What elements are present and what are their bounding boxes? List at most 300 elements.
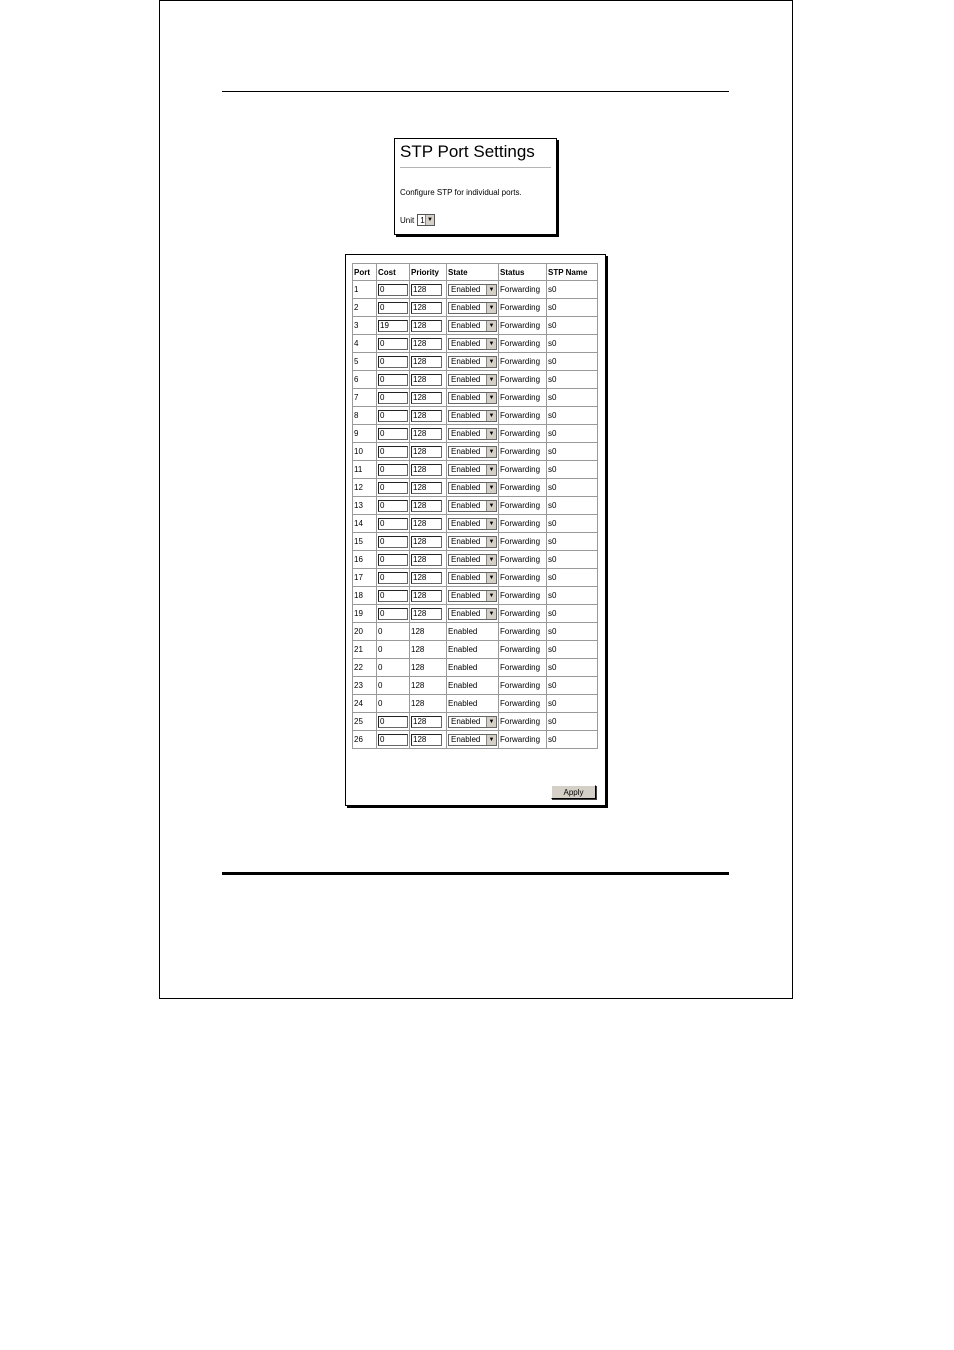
table-row [353, 677, 598, 695]
state-select-value: Enabled [451, 429, 481, 438]
stp-name-cell: s0 [547, 299, 598, 317]
priority-input[interactable]: 128 [411, 392, 442, 404]
port-cell: 16 [353, 551, 377, 569]
cost-cell [377, 299, 410, 317]
chevron-down-icon[interactable]: ▼ [486, 321, 496, 331]
cost-cell: 0 [377, 659, 410, 677]
state-cell: Enabled [447, 659, 499, 677]
stp-table-panel [345, 254, 606, 806]
stp-name-cell: s0 [547, 677, 598, 695]
state-select-value: Enabled [451, 537, 481, 546]
apply-button[interactable]: Apply [551, 785, 596, 799]
state-cell [447, 281, 499, 299]
priority-cell [410, 407, 447, 425]
cost-cell [377, 605, 410, 623]
cost-cell: 0 [377, 677, 410, 695]
stp-name-cell: s0 [547, 371, 598, 389]
cost-input[interactable]: 0 [378, 302, 408, 314]
state-select-value: Enabled [451, 555, 481, 564]
port-cell: 8 [353, 407, 377, 425]
state-select-value: Enabled [451, 393, 481, 402]
port-cell: 19 [353, 605, 377, 623]
state-select-value: Enabled [451, 357, 481, 366]
chevron-down-icon[interactable]: ▼ [486, 339, 496, 349]
priority-cell [410, 281, 447, 299]
state-select[interactable] [448, 464, 497, 476]
priority-input[interactable]: 128 [411, 716, 442, 728]
chevron-down-icon[interactable]: ▼ [486, 717, 496, 727]
chevron-down-icon[interactable]: ▼ [486, 357, 496, 367]
state-cell [447, 497, 499, 515]
state-select[interactable] [448, 554, 497, 566]
cost-cell [377, 353, 410, 371]
state-cell [447, 569, 499, 587]
priority-cell [410, 317, 447, 335]
state-select[interactable] [448, 410, 497, 422]
stp-name-cell: s0 [547, 587, 598, 605]
port-cell: 6 [353, 371, 377, 389]
stp-name-cell: s0 [547, 353, 598, 371]
cost-cell [377, 713, 410, 731]
cost-input[interactable]: 0 [378, 392, 408, 404]
port-cell: 2 [353, 299, 377, 317]
state-select[interactable] [448, 500, 497, 512]
chevron-down-icon[interactable]: ▼ [486, 555, 496, 565]
stp-name-cell: s0 [547, 407, 598, 425]
stp-name-cell: s0 [547, 497, 598, 515]
table-row [353, 587, 598, 605]
state-select-value: Enabled [451, 303, 481, 312]
cost-cell [377, 335, 410, 353]
table-row [353, 569, 598, 587]
chevron-down-icon[interactable]: ▼ [486, 519, 496, 529]
status-cell: Forwarding [499, 389, 547, 407]
port-cell: 12 [353, 479, 377, 497]
port-cell: 18 [353, 587, 377, 605]
status-cell: Forwarding [499, 623, 547, 641]
table-row [353, 695, 598, 713]
cost-cell [377, 533, 410, 551]
state-cell [447, 605, 499, 623]
table-row [353, 659, 598, 677]
state-cell [447, 551, 499, 569]
priority-input[interactable]: 128 [411, 608, 442, 620]
cost-cell [377, 479, 410, 497]
cost-input[interactable]: 0 [378, 374, 408, 386]
table-row [353, 281, 598, 299]
state-cell [447, 731, 499, 749]
top-divider [222, 91, 729, 92]
port-cell: 23 [353, 677, 377, 695]
priority-cell [410, 497, 447, 515]
state-select-value: Enabled [451, 609, 481, 618]
stp-header-panel [394, 138, 557, 235]
status-cell: Forwarding [499, 281, 547, 299]
unit-select-value: 1 [420, 215, 425, 225]
cost-input[interactable]: 0 [378, 338, 408, 350]
cost-input[interactable]: 0 [378, 482, 408, 494]
cost-cell [377, 443, 410, 461]
stp-name-cell: s0 [547, 389, 598, 407]
state-cell [447, 443, 499, 461]
stp-name-cell: s0 [547, 605, 598, 623]
priority-cell [410, 587, 447, 605]
status-cell: Forwarding [499, 497, 547, 515]
table-row [353, 407, 598, 425]
state-select-value: Enabled [451, 285, 481, 294]
priority-input[interactable]: 128 [411, 374, 442, 386]
table-row [353, 335, 598, 353]
priority-cell: 128 [410, 659, 447, 677]
status-cell: Forwarding [499, 317, 547, 335]
status-cell: Forwarding [499, 407, 547, 425]
priority-cell: 128 [410, 623, 447, 641]
table-header-row [353, 264, 598, 281]
cost-cell: 0 [377, 641, 410, 659]
state-select[interactable] [448, 590, 497, 602]
priority-cell [410, 299, 447, 317]
priority-input[interactable]: 128 [411, 338, 442, 350]
stp-name-cell: s0 [547, 461, 598, 479]
priority-input[interactable]: 128 [411, 284, 442, 296]
priority-input[interactable]: 128 [411, 428, 442, 440]
priority-cell [410, 353, 447, 371]
cost-cell [377, 569, 410, 587]
state-select-value: Enabled [451, 735, 481, 744]
state-select-value: Enabled [451, 447, 481, 456]
status-cell: Forwarding [499, 659, 547, 677]
status-cell: Forwarding [499, 425, 547, 443]
priority-input[interactable]: 128 [411, 536, 442, 548]
cost-input[interactable]: 0 [378, 716, 408, 728]
priority-input[interactable]: 128 [411, 464, 442, 476]
port-cell: 10 [353, 443, 377, 461]
table-row [353, 731, 598, 749]
priority-input[interactable]: 128 [411, 482, 442, 494]
table-row [353, 443, 598, 461]
port-cell: 21 [353, 641, 377, 659]
state-select[interactable] [448, 734, 497, 746]
port-cell: 24 [353, 695, 377, 713]
priority-input[interactable]: 128 [411, 446, 442, 458]
cost-input[interactable]: 0 [378, 356, 408, 368]
state-select[interactable] [448, 482, 497, 494]
cost-cell [377, 731, 410, 749]
priority-cell [410, 479, 447, 497]
chevron-down-icon[interactable]: ▼ [486, 375, 496, 385]
cost-input[interactable]: 0 [378, 608, 408, 620]
status-cell: Forwarding [499, 443, 547, 461]
chevron-down-icon[interactable]: ▼ [486, 735, 496, 745]
stp-name-cell: s0 [547, 335, 598, 353]
column-header-stp-name: STP Name [547, 264, 598, 281]
priority-cell [410, 389, 447, 407]
state-cell: Enabled [447, 677, 499, 695]
priority-input[interactable]: 128 [411, 518, 442, 530]
port-cell: 20 [353, 623, 377, 641]
cost-cell [377, 389, 410, 407]
status-cell: Forwarding [499, 479, 547, 497]
cost-input[interactable]: 0 [378, 572, 408, 584]
chevron-down-icon[interactable]: ▼ [486, 285, 496, 295]
cost-input[interactable]: 0 [378, 464, 408, 476]
priority-input[interactable]: 128 [411, 590, 442, 602]
cost-input[interactable]: 0 [378, 428, 408, 440]
state-select[interactable] [448, 302, 497, 314]
state-select[interactable] [448, 320, 497, 332]
port-cell: 17 [353, 569, 377, 587]
port-cell: 15 [353, 533, 377, 551]
state-select-value: Enabled [451, 501, 481, 510]
column-header-status: Status [499, 264, 547, 281]
page-description: Configure STP for individual ports. [400, 188, 522, 197]
table-body [353, 281, 598, 749]
state-select-value: Enabled [451, 717, 481, 726]
cost-input[interactable]: 0 [378, 500, 408, 512]
stp-name-cell: s0 [547, 443, 598, 461]
status-cell: Forwarding [499, 353, 547, 371]
stp-name-cell: s0 [547, 713, 598, 731]
state-select-value: Enabled [451, 483, 481, 492]
cost-input[interactable]: 0 [378, 284, 408, 296]
state-cell [447, 461, 499, 479]
cost-cell [377, 497, 410, 515]
port-cell: 4 [353, 335, 377, 353]
port-cell: 9 [353, 425, 377, 443]
state-select-value: Enabled [451, 321, 481, 330]
priority-cell [410, 605, 447, 623]
cost-cell [377, 587, 410, 605]
table-row [353, 389, 598, 407]
priority-cell [410, 425, 447, 443]
chevron-down-icon[interactable]: ▼ [486, 447, 496, 457]
cost-input[interactable]: 0 [378, 446, 408, 458]
state-cell: Enabled [447, 695, 499, 713]
state-cell [447, 389, 499, 407]
status-cell: Forwarding [499, 299, 547, 317]
state-select[interactable] [448, 428, 497, 440]
state-select[interactable] [448, 284, 497, 296]
state-select-value: Enabled [451, 411, 481, 420]
priority-input[interactable]: 128 [411, 572, 442, 584]
page-title: STP Port Settings [400, 142, 535, 161]
port-cell: 25 [353, 713, 377, 731]
stp-name-cell: s0 [547, 659, 598, 677]
priority-cell [410, 371, 447, 389]
stp-name-cell: s0 [547, 695, 598, 713]
table-row [353, 497, 598, 515]
state-select[interactable] [448, 716, 497, 728]
stp-name-cell: s0 [547, 569, 598, 587]
priority-input[interactable]: 128 [411, 320, 442, 332]
state-select[interactable] [448, 374, 497, 386]
cost-input[interactable]: 19 [378, 320, 408, 332]
priority-input[interactable]: 128 [411, 356, 442, 368]
state-select-value: Enabled [451, 591, 481, 600]
stp-port-table [352, 263, 598, 749]
cost-cell [377, 281, 410, 299]
cost-input[interactable]: 0 [378, 536, 408, 548]
chevron-down-icon[interactable]: ▼ [486, 393, 496, 403]
port-cell: 7 [353, 389, 377, 407]
chevron-down-icon[interactable]: ▼ [486, 501, 496, 511]
priority-cell [410, 443, 447, 461]
table-row [353, 551, 598, 569]
cost-cell [377, 515, 410, 533]
status-cell: Forwarding [499, 533, 547, 551]
priority-input[interactable]: 128 [411, 554, 442, 566]
priority-cell: 128 [410, 695, 447, 713]
port-cell: 3 [353, 317, 377, 335]
column-header-port: Port [353, 264, 377, 281]
title-divider [400, 167, 551, 168]
state-select-value: Enabled [451, 519, 481, 528]
state-cell [447, 407, 499, 425]
status-cell: Forwarding [499, 731, 547, 749]
table-row [353, 425, 598, 443]
chevron-down-icon[interactable]: ▼ [486, 465, 496, 475]
port-cell: 1 [353, 281, 377, 299]
cost-cell: 0 [377, 623, 410, 641]
state-cell [447, 533, 499, 551]
state-cell [447, 335, 499, 353]
status-cell: Forwarding [499, 461, 547, 479]
stp-name-cell: s0 [547, 533, 598, 551]
state-select[interactable] [448, 356, 497, 368]
chevron-down-icon[interactable]: ▼ [425, 215, 435, 225]
chevron-down-icon[interactable]: ▼ [486, 303, 496, 313]
priority-cell [410, 713, 447, 731]
bottom-divider [222, 872, 729, 875]
cost-cell [377, 317, 410, 335]
port-cell: 11 [353, 461, 377, 479]
state-cell [447, 515, 499, 533]
priority-cell [410, 461, 447, 479]
state-select[interactable] [448, 446, 497, 458]
status-cell: Forwarding [499, 587, 547, 605]
cost-input[interactable]: 0 [378, 734, 408, 746]
status-cell: Forwarding [499, 677, 547, 695]
port-cell: 22 [353, 659, 377, 677]
chevron-down-icon[interactable]: ▼ [486, 411, 496, 421]
status-cell: Forwarding [499, 569, 547, 587]
chevron-down-icon[interactable]: ▼ [486, 537, 496, 547]
state-cell [447, 371, 499, 389]
priority-cell: 128 [410, 641, 447, 659]
state-cell: Enabled [447, 623, 499, 641]
status-cell: Forwarding [499, 713, 547, 731]
table-row [353, 317, 598, 335]
state-select[interactable] [448, 338, 497, 350]
cost-input[interactable]: 0 [378, 518, 408, 530]
priority-cell [410, 569, 447, 587]
state-cell [447, 317, 499, 335]
priority-input[interactable]: 128 [411, 734, 442, 746]
state-select-value: Enabled [451, 573, 481, 582]
state-cell [447, 299, 499, 317]
priority-input[interactable]: 128 [411, 500, 442, 512]
status-cell: Forwarding [499, 695, 547, 713]
chevron-down-icon[interactable]: ▼ [486, 573, 496, 583]
priority-cell [410, 515, 447, 533]
stp-name-cell: s0 [547, 641, 598, 659]
table-row [353, 605, 598, 623]
state-cell: Enabled [447, 641, 499, 659]
port-cell: 14 [353, 515, 377, 533]
state-select-value: Enabled [451, 375, 481, 384]
state-select[interactable] [448, 536, 497, 548]
cost-cell [377, 425, 410, 443]
stp-name-cell: s0 [547, 317, 598, 335]
cost-cell [377, 461, 410, 479]
priority-cell [410, 551, 447, 569]
table-row [353, 533, 598, 551]
state-cell [447, 479, 499, 497]
status-cell: Forwarding [499, 551, 547, 569]
stp-name-cell: s0 [547, 479, 598, 497]
table-row [353, 479, 598, 497]
unit-label: Unit [400, 215, 415, 225]
column-header-cost: Cost [377, 264, 410, 281]
priority-cell [410, 335, 447, 353]
table-row [353, 461, 598, 479]
stp-name-cell: s0 [547, 515, 598, 533]
chevron-down-icon[interactable]: ▼ [486, 483, 496, 493]
status-cell: Forwarding [499, 515, 547, 533]
cost-cell [377, 371, 410, 389]
state-select[interactable] [448, 572, 497, 584]
port-cell: 13 [353, 497, 377, 515]
stp-name-cell: s0 [547, 425, 598, 443]
cost-cell [377, 407, 410, 425]
priority-cell: 128 [410, 677, 447, 695]
priority-cell [410, 731, 447, 749]
status-cell: Forwarding [499, 371, 547, 389]
status-cell: Forwarding [499, 605, 547, 623]
chevron-down-icon[interactable]: ▼ [486, 429, 496, 439]
state-select[interactable] [448, 392, 497, 404]
cost-input[interactable]: 0 [378, 554, 408, 566]
unit-select[interactable] [417, 214, 435, 226]
state-select-value: Enabled [451, 339, 481, 348]
state-cell [447, 713, 499, 731]
status-cell: Forwarding [499, 335, 547, 353]
table-row [353, 299, 598, 317]
cost-cell: 0 [377, 695, 410, 713]
stp-name-cell: s0 [547, 731, 598, 749]
port-cell: 5 [353, 353, 377, 371]
table-row [353, 713, 598, 731]
priority-input[interactable]: 128 [411, 410, 442, 422]
chevron-down-icon[interactable]: ▼ [486, 609, 496, 619]
state-cell [447, 587, 499, 605]
cost-input[interactable]: 0 [378, 590, 408, 602]
port-cell: 26 [353, 731, 377, 749]
chevron-down-icon[interactable]: ▼ [486, 591, 496, 601]
state-select[interactable] [448, 518, 497, 530]
unit-row [400, 214, 435, 226]
cost-input[interactable]: 0 [378, 410, 408, 422]
stp-name-cell: s0 [547, 623, 598, 641]
table-row [353, 641, 598, 659]
state-select-value: Enabled [451, 465, 481, 474]
table-row [353, 623, 598, 641]
priority-input[interactable]: 128 [411, 302, 442, 314]
state-select[interactable] [448, 608, 497, 620]
table-row [353, 353, 598, 371]
status-cell: Forwarding [499, 641, 547, 659]
table-row [353, 371, 598, 389]
